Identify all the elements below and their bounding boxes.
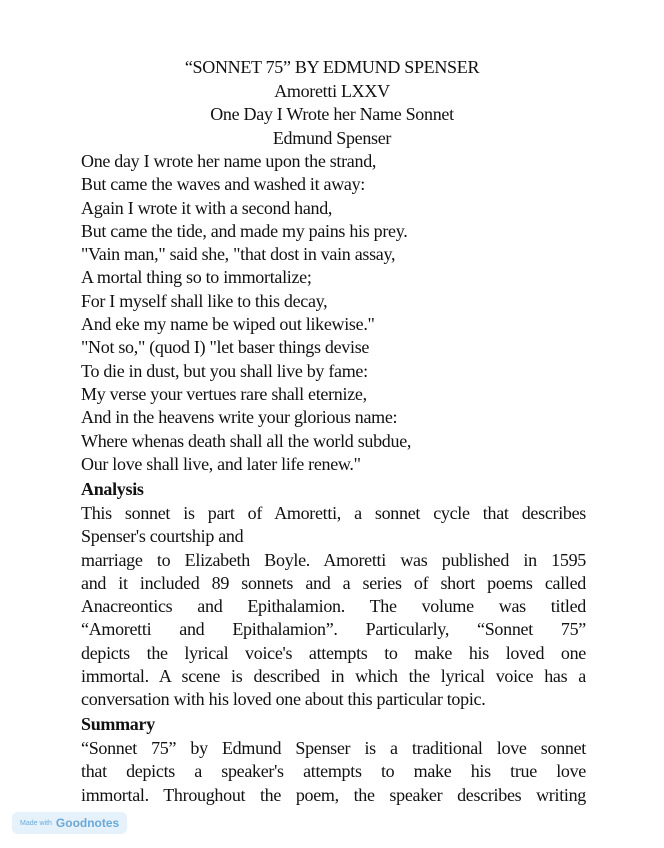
poem-line: To die in dust, but you shall live by fame:	[81, 360, 368, 381]
summary-heading: Summary	[81, 714, 155, 734]
poem-line: My verse your vertues rare shall eternize,	[81, 383, 367, 404]
summary-paragraph	[81, 737, 586, 807]
paragraph-line: and it included 89 sonnets and a series of short poems called	[81, 572, 586, 593]
poem-line: A mortal thing so to immortalize;	[81, 267, 312, 288]
poem-line: Our love shall live, and later life renew."	[81, 453, 361, 474]
poem-line: Again I wrote it with a second hand,	[81, 197, 333, 218]
poem-alt-title: One Day I Wrote her Name Sonnet	[210, 104, 454, 124]
paragraph-line: immortal. Throughout the poem, the speaker describes writing	[81, 784, 586, 805]
analysis-heading: Analysis	[81, 479, 144, 499]
paragraph-line: “Amoretti and Epithalamion”. Particularly, “Sonnet 75”	[81, 619, 586, 640]
paragraph-line: that depicts a speaker's attempts to make his true love	[81, 761, 586, 782]
paragraph-line: Spenser's courtship and	[81, 526, 244, 547]
watermark-prefix: Made with	[20, 819, 52, 827]
document-subtitle: Amoretti LXXV	[274, 80, 390, 101]
paragraph-line: “Sonnet 75” by Edmund Spenser is a traditional love sonnet	[81, 738, 586, 758]
paragraph-line: Anacreontics and Epithalamion. The volume was titled	[81, 596, 586, 617]
poem-text	[81, 150, 411, 476]
poem-line: "Not so," (quod I) "let baser things devise	[81, 337, 370, 358]
poem-line: But came the waves and washed it away:	[81, 174, 366, 195]
watermark-brand: Goodnotes	[55, 816, 120, 830]
paragraph-line: This sonnet is part of Amoretti, a sonnet cycle that describes	[81, 503, 586, 523]
document-header	[0, 56, 664, 150]
poem-line: One day I wrote her name upon the strand,	[81, 151, 377, 171]
poem-line: Where whenas death shall all the world subdue,	[81, 430, 412, 451]
poem-line: For I myself shall like to this decay,	[81, 290, 328, 311]
poem-line: And eke my name be wiped out likewise."	[81, 314, 375, 335]
analysis-paragraph	[81, 502, 586, 712]
paragraph-line: immortal. A scene is described in which the lyrical voice has a	[81, 666, 586, 687]
poem-line: "Vain man," said she, "that dost in vain assay,	[81, 244, 396, 265]
poem-line: And in the heavens write your glorious name:	[81, 407, 398, 428]
poem-author: Edmund Spenser	[272, 127, 392, 148]
paragraph-line: conversation with his loved one about this particular topic.	[81, 689, 486, 710]
paragraph-line: depicts the lyrical voice's attempts to make his loved one	[81, 642, 586, 663]
paragraph-line: marriage to Elizabeth Boyle. Amoretti was published in 1595	[81, 549, 586, 570]
poem-line: But came the tide, and made my pains his prey.	[81, 220, 408, 241]
document-title: “SONNET 75” BY EDMUND SPENSER	[184, 57, 480, 77]
goodnotes-watermark	[12, 812, 127, 834]
